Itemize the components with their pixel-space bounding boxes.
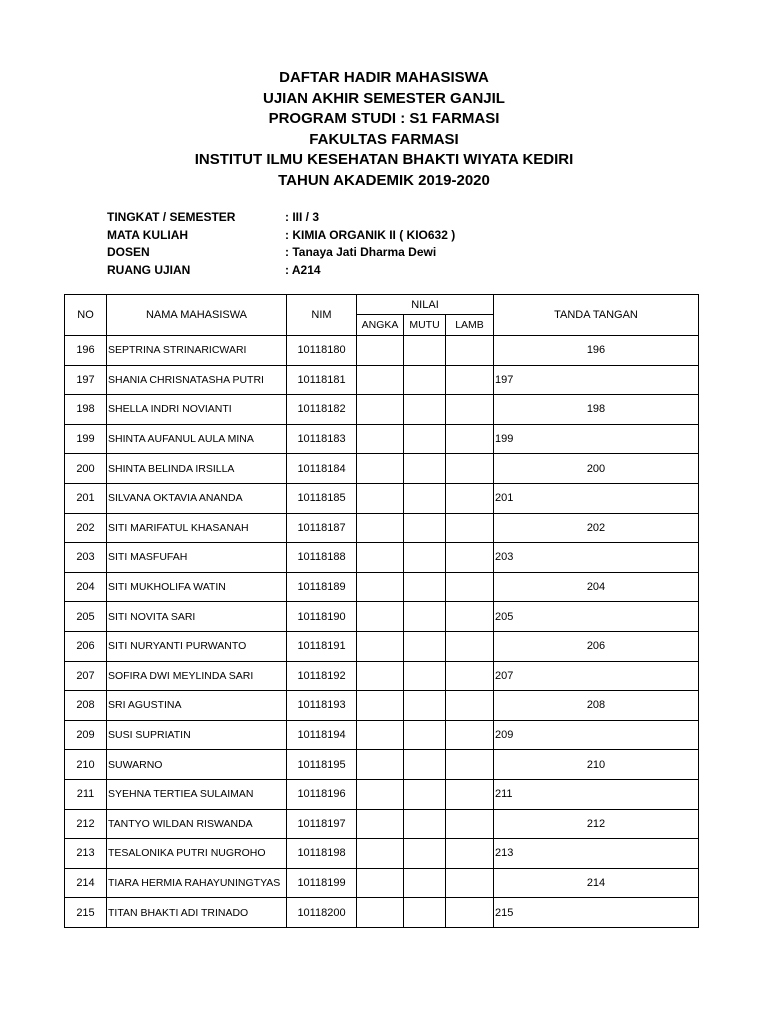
cell-nim: 10118189 — [287, 572, 357, 602]
document-title — [0, 68, 768, 191]
cell-lamb[interactable] — [446, 839, 494, 869]
cell-lamb[interactable] — [446, 424, 494, 454]
exam-meta — [107, 209, 455, 279]
cell-tanda-tangan[interactable]: 205 — [494, 602, 699, 632]
cell-nim: 10118183 — [287, 424, 357, 454]
meta-row-tingkat — [107, 209, 455, 227]
cell-lamb[interactable] — [446, 336, 494, 366]
cell-no: 196 — [65, 336, 107, 366]
cell-mutu[interactable] — [404, 661, 446, 691]
cell-angka[interactable] — [357, 779, 404, 809]
cell-nama: SEPTRINA STRINARICWARI — [107, 336, 287, 366]
cell-nama: TITAN BHAKTI ADI TRINADO — [107, 898, 287, 928]
cell-tanda-tangan[interactable]: 211 — [494, 779, 699, 809]
title-line-3: PROGRAM STUDI : S1 FARMASI — [268, 110, 500, 127]
cell-nama: SHELLA INDRI NOVIANTI — [107, 395, 287, 425]
table-row — [65, 513, 699, 543]
cell-lamb[interactable] — [446, 365, 494, 395]
cell-nim: 10118180 — [287, 336, 357, 366]
cell-mutu[interactable] — [404, 336, 446, 366]
cell-nama: SOFIRA DWI MEYLINDA SARI — [107, 661, 287, 691]
cell-no: 208 — [65, 691, 107, 721]
cell-tanda-tangan[interactable]: 210 — [494, 750, 699, 780]
cell-nim: 10118192 — [287, 661, 357, 691]
cell-no: 214 — [65, 868, 107, 898]
cell-nim: 10118199 — [287, 868, 357, 898]
meta-label: MATA KULIAH — [107, 227, 189, 242]
cell-angka[interactable] — [357, 336, 404, 366]
cell-angka[interactable] — [357, 898, 404, 928]
cell-angka[interactable] — [357, 454, 404, 484]
cell-tanda-tangan[interactable]: 204 — [494, 572, 699, 602]
cell-lamb[interactable] — [446, 779, 494, 809]
cell-no: 205 — [65, 602, 107, 632]
cell-nim: 10118195 — [287, 750, 357, 780]
table-row — [65, 839, 699, 869]
cell-nama: SUWARNO — [107, 750, 287, 780]
cell-no: 200 — [65, 454, 107, 484]
cell-tanda-tangan[interactable]: 203 — [494, 543, 699, 573]
title-line-5: INSTITUT ILMU KESEHATAN BHAKTI WIYATA KEDIRI — [194, 151, 574, 168]
cell-nim: 10118184 — [287, 454, 357, 484]
table-body — [65, 336, 699, 928]
cell-no: 209 — [65, 720, 107, 750]
attendance-table — [64, 294, 699, 928]
cell-angka[interactable] — [357, 483, 404, 513]
cell-mutu[interactable] — [404, 513, 446, 543]
cell-angka[interactable] — [357, 631, 404, 661]
cell-angka[interactable] — [357, 661, 404, 691]
table-row — [65, 483, 699, 513]
table-row — [65, 720, 699, 750]
table-row — [65, 336, 699, 366]
cell-lamb[interactable] — [446, 750, 494, 780]
cell-mutu[interactable] — [404, 868, 446, 898]
cell-mutu[interactable] — [404, 424, 446, 454]
cell-mutu[interactable] — [404, 572, 446, 602]
cell-lamb[interactable] — [446, 631, 494, 661]
title-line-4: FAKULTAS FARMASI — [309, 130, 459, 148]
cell-mutu[interactable] — [404, 454, 446, 484]
header-angka: ANGKA — [357, 315, 404, 336]
cell-tanda-tangan[interactable]: 206 — [494, 631, 699, 661]
meta-label: TINGKAT / SEMESTER — [107, 210, 236, 224]
cell-no: 202 — [65, 513, 107, 543]
header-mutu: MUTU — [404, 315, 446, 336]
cell-angka[interactable] — [357, 395, 404, 425]
table-row — [65, 424, 699, 454]
cell-no: 211 — [65, 779, 107, 809]
cell-no: 199 — [65, 424, 107, 454]
cell-tanda-tangan[interactable]: 196 — [494, 336, 699, 366]
cell-nim: 10118198 — [287, 839, 357, 869]
cell-mutu[interactable] — [404, 631, 446, 661]
cell-angka[interactable] — [357, 513, 404, 543]
table-row — [65, 365, 699, 395]
cell-lamb[interactable] — [446, 809, 494, 839]
cell-lamb[interactable] — [446, 395, 494, 425]
cell-angka[interactable] — [357, 424, 404, 454]
cell-no: 213 — [65, 839, 107, 869]
cell-angka[interactable] — [357, 839, 404, 869]
meta-value: : Tanaya Jati Dharma Dewi — [285, 245, 437, 259]
cell-nim: 10118187 — [287, 513, 357, 543]
cell-nama: SITI MARIFATUL KHASANAH — [107, 513, 287, 543]
cell-nim: 10118182 — [287, 395, 357, 425]
cell-tanda-tangan[interactable]: 214 — [494, 868, 699, 898]
cell-angka[interactable] — [357, 750, 404, 780]
table-row — [65, 602, 699, 632]
cell-no: 204 — [65, 572, 107, 602]
cell-nim: 10118194 — [287, 720, 357, 750]
cell-nama: SYEHNA TERTIEA SULAIMAN — [107, 779, 287, 809]
cell-nama: TANTYO WILDAN RISWANDA — [107, 809, 287, 839]
cell-nim: 10118190 — [287, 602, 357, 632]
cell-no: 198 — [65, 395, 107, 425]
table-row — [65, 779, 699, 809]
cell-no: 201 — [65, 483, 107, 513]
cell-tanda-tangan[interactable]: 215 — [494, 898, 699, 928]
meta-row-ruang — [107, 262, 455, 280]
cell-mutu[interactable] — [404, 750, 446, 780]
cell-tanda-tangan[interactable]: 213 — [494, 839, 699, 869]
table-row — [65, 691, 699, 721]
cell-nim: 10118185 — [287, 483, 357, 513]
table-row — [65, 572, 699, 602]
cell-nama: SILVANA OKTAVIA ANANDA — [107, 483, 287, 513]
table-row — [65, 395, 699, 425]
cell-mutu[interactable] — [404, 779, 446, 809]
cell-no: 210 — [65, 750, 107, 780]
table-row — [65, 809, 699, 839]
table-row — [65, 750, 699, 780]
meta-row-mata-kuliah — [107, 227, 455, 245]
meta-value: : KIMIA ORGANIK II ( KIO632 ) — [285, 227, 456, 242]
table-row — [65, 661, 699, 691]
cell-lamb[interactable] — [446, 543, 494, 573]
cell-nim: 10118188 — [287, 543, 357, 573]
header-no: NO — [65, 295, 107, 336]
cell-nama: SHINTA AUFANUL AULA MINA — [107, 424, 287, 454]
cell-no: 203 — [65, 543, 107, 573]
cell-no: 215 — [65, 898, 107, 928]
cell-nim: 10118196 — [287, 779, 357, 809]
cell-no: 207 — [65, 661, 107, 691]
cell-lamb[interactable] — [446, 661, 494, 691]
cell-tanda-tangan[interactable]: 209 — [494, 720, 699, 750]
header-nim: NIM — [287, 295, 357, 336]
header-lamb: LAMB — [446, 315, 494, 336]
cell-angka[interactable] — [357, 572, 404, 602]
cell-angka[interactable] — [357, 720, 404, 750]
table-row — [65, 631, 699, 661]
cell-mutu[interactable] — [404, 839, 446, 869]
cell-nama: SITI NOVITA SARI — [107, 602, 287, 632]
cell-lamb[interactable] — [446, 691, 494, 721]
cell-tanda-tangan[interactable]: 197 — [494, 365, 699, 395]
cell-lamb[interactable] — [446, 898, 494, 928]
cell-nama: SUSI SUPRIATIN — [107, 720, 287, 750]
cell-mutu[interactable] — [404, 365, 446, 395]
cell-tanda-tangan[interactable]: 207 — [494, 661, 699, 691]
cell-nim: 10118200 — [287, 898, 357, 928]
cell-nama: TIARA HERMIA RAHAYUNINGTYAS — [107, 868, 287, 898]
cell-mutu[interactable] — [404, 543, 446, 573]
cell-no: 197 — [65, 365, 107, 395]
cell-tanda-tangan[interactable]: 202 — [494, 513, 699, 543]
header-nilai: NILAI — [357, 295, 494, 315]
meta-label: RUANG UJIAN — [107, 262, 191, 277]
cell-mutu[interactable] — [404, 898, 446, 928]
cell-tanda-tangan[interactable]: 201 — [494, 483, 699, 513]
cell-nama: SRI AGUSTINA — [107, 691, 287, 721]
cell-lamb[interactable] — [446, 483, 494, 513]
cell-nama: SITI NURYANTI PURWANTO — [107, 631, 287, 661]
cell-lamb[interactable] — [446, 454, 494, 484]
cell-angka[interactable] — [357, 602, 404, 632]
cell-tanda-tangan[interactable]: 208 — [494, 691, 699, 721]
table-row — [65, 454, 699, 484]
title-line-6: TAHUN AKADEMIK 2019-2020 — [278, 171, 490, 189]
title-line-1: DAFTAR HADIR MAHASISWA — [279, 69, 489, 86]
table-row — [65, 898, 699, 928]
cell-mutu[interactable] — [404, 395, 446, 425]
table-row — [65, 868, 699, 898]
cell-mutu[interactable] — [404, 483, 446, 513]
cell-lamb[interactable] — [446, 720, 494, 750]
cell-angka[interactable] — [357, 365, 404, 395]
header-nama: NAMA MAHASISWA — [107, 295, 287, 336]
cell-tanda-tangan[interactable]: 200 — [494, 454, 699, 484]
cell-nama: SITI MASFUFAH — [107, 543, 287, 573]
title-line-2: UJIAN AKHIR SEMESTER GANJIL — [263, 89, 505, 107]
meta-value: : III / 3 — [285, 210, 320, 224]
cell-nim: 10118193 — [287, 691, 357, 721]
cell-lamb[interactable] — [446, 572, 494, 602]
cell-mutu[interactable] — [404, 809, 446, 839]
cell-tanda-tangan[interactable]: 199 — [494, 424, 699, 454]
cell-tanda-tangan[interactable]: 198 — [494, 395, 699, 425]
cell-lamb[interactable] — [446, 868, 494, 898]
cell-angka[interactable] — [357, 868, 404, 898]
meta-label: DOSEN — [107, 245, 150, 259]
cell-mutu[interactable] — [404, 720, 446, 750]
cell-tanda-tangan[interactable]: 212 — [494, 809, 699, 839]
cell-mutu[interactable] — [404, 602, 446, 632]
meta-row-dosen — [107, 244, 455, 262]
cell-lamb[interactable] — [446, 513, 494, 543]
cell-no: 212 — [65, 809, 107, 839]
table-row — [65, 543, 699, 573]
cell-angka[interactable] — [357, 543, 404, 573]
header-tanda-tangan: TANDA TANGAN — [494, 295, 699, 336]
cell-nama: TESALONIKA PUTRI NUGROHO — [107, 839, 287, 869]
cell-mutu[interactable] — [404, 691, 446, 721]
cell-nama: SITI MUKHOLIFA WATIN — [107, 572, 287, 602]
cell-nama: SHINTA BELINDA IRSILLA — [107, 454, 287, 484]
cell-angka[interactable] — [357, 691, 404, 721]
cell-nim: 10118197 — [287, 809, 357, 839]
cell-lamb[interactable] — [446, 602, 494, 632]
cell-angka[interactable] — [357, 809, 404, 839]
meta-value: : A214 — [285, 262, 321, 277]
cell-nim: 10118181 — [287, 365, 357, 395]
cell-nama: SHANIA CHRISNATASHA PUTRI — [107, 365, 287, 395]
cell-nim: 10118191 — [287, 631, 357, 661]
cell-no: 206 — [65, 631, 107, 661]
